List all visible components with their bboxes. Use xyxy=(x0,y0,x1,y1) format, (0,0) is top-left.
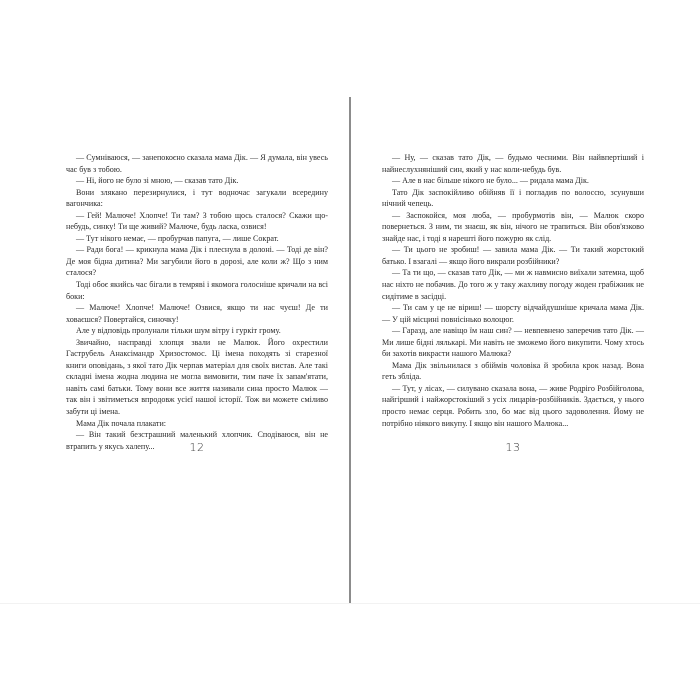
right-page xyxy=(352,97,697,603)
paragraph: Звичайно, насправді хлопця звали не Малюк. Його охрестили Гаструбель Анаксімандр Хризостомос. Ці імена походять зі старезної книги оповідань, з якої тато Дік черпав матеріал для своїх вистав. Але такі складні імена жодна людина не могла вимовити, тим паче їх запам'ятати, навіть самі батьки. Тому вони все життя називали сина просто Малюк — так він і звітиметься впродовж усієї нашої історії. Тож ви можете сміливо забути ці імена. xyxy=(66,337,328,417)
page-bottom-edge xyxy=(0,603,700,604)
paragraph: — Гаразд, але навіщо їм наш син? — невпевнено заперечив тато Дік. — Ми лише бідні лялькарі. Ми навіть не зможемо його викупити. Чому хтось би захотів викрасти нашого Малюка? xyxy=(382,326,644,359)
left-page-text xyxy=(66,152,328,452)
paragraph: — Ти сам у це не віриш! — шорсту відчайдушніше кричала мама Дік. — У цій місцині повнісінько волоцюг. xyxy=(382,303,644,324)
paragraph: — Ні, його не було зі мною, — сказав тато Дік. xyxy=(76,176,239,186)
paragraph: — Ну, — сказав тато Дік, — будьмо чесними. Він найвпертіший і найнеслухняніший син, який у нас коли-небудь був. xyxy=(382,153,644,174)
paragraph: — Сумніваюся, — занепокоєно сказала мама Дік. — Я думала, він увесь час був з тобою. xyxy=(66,153,328,174)
page-number-left: 12 xyxy=(189,441,205,454)
paragraph: — Тут, у лісах, — силувано сказала вона, — живе Родріго Розбійголова, найгірший і найжорстокіший з усіх лицарів-розбійників. Здається, у нього просто немає серця. Робить зло, бо має від цього задоволення. Йому не потрібно ніякого викупу. І якщо він нашого Малюка... xyxy=(382,383,644,428)
paragraph: — Ради бога! — крикнула мама Дік і плеснула в долоні. — Тоді де він? Де моя бідна дитина? Ми загубили його в дорозі, але коли ж? Що з ним сталося? xyxy=(66,245,328,278)
paragraph: Тоді обоє якийсь час бігали в темряві і якомога голосніше кричали на всі боки: xyxy=(66,280,328,301)
paragraph: Тато Дік заспокійливо обійняв її і погладив по волоссю, зсунувши нічний чепець. xyxy=(382,187,644,209)
paragraph: — Гей! Малюче! Хлопче! Ти там? З тобою щось сталося? Скажи що-небудь, синку! Ти ще живий? Малюче, будь ласка, озвися! xyxy=(66,210,328,232)
paragraph: Вони зляканo перезирнулися, і тут водночас загукали всередину вагончика: xyxy=(66,187,328,209)
page-number-right: 13 xyxy=(505,441,521,454)
left-page xyxy=(0,97,345,603)
right-page-text xyxy=(382,152,644,429)
paragraph: — Тут нікого немає, — пробурчав папуга, — лише Сократ. xyxy=(76,233,279,243)
paragraph: — Але в нас більше нікого не було... — ридала мама Дік. xyxy=(392,176,589,186)
paragraph: — Ти цього не зробиш! — завила мама Дік. — Ти такий жорстокий батько. І взагалі — якщо його викрали розбійники? xyxy=(382,245,644,266)
paragraph: Мама Дік звільнилася з обіймів чоловіка й зробила крок назад. Вона геть збліда. xyxy=(382,360,644,382)
paragraph: — Малюче! Хлопче! Малюче! Озвися, якщо ти нас чуєш! Де ти ховаєшся? Повертайся, синочку! xyxy=(66,303,328,324)
paragraph: Але у відповідь пролунали тільки шум вітру і гуркіт грому. xyxy=(76,326,281,336)
paragraph: Мама Дік почала плакати: xyxy=(76,418,167,428)
paragraph: — Він такий безстрашний маленький хлопчик. Сподіваюся, він не втрапить у якусь халепу... xyxy=(66,430,328,451)
book-spine xyxy=(349,97,351,603)
paragraph: — Та ти що, — сказав тато Дік, — ми ж навмисно виїхали затемна, щоб нас ніхто не побачив. До того ж у таку жахливу погоду жоден грабіжник не сидітиме в засідці. xyxy=(382,268,644,301)
paragraph: — Заспокойся, моя люба, — пробурмотів він, — Малюк скоро повернеться. З ним, ти знаєш, як він, нічого не трапиться. Він обов'язково знайде нас, і тоді я нарешті його пожурю як слід. xyxy=(382,210,644,243)
